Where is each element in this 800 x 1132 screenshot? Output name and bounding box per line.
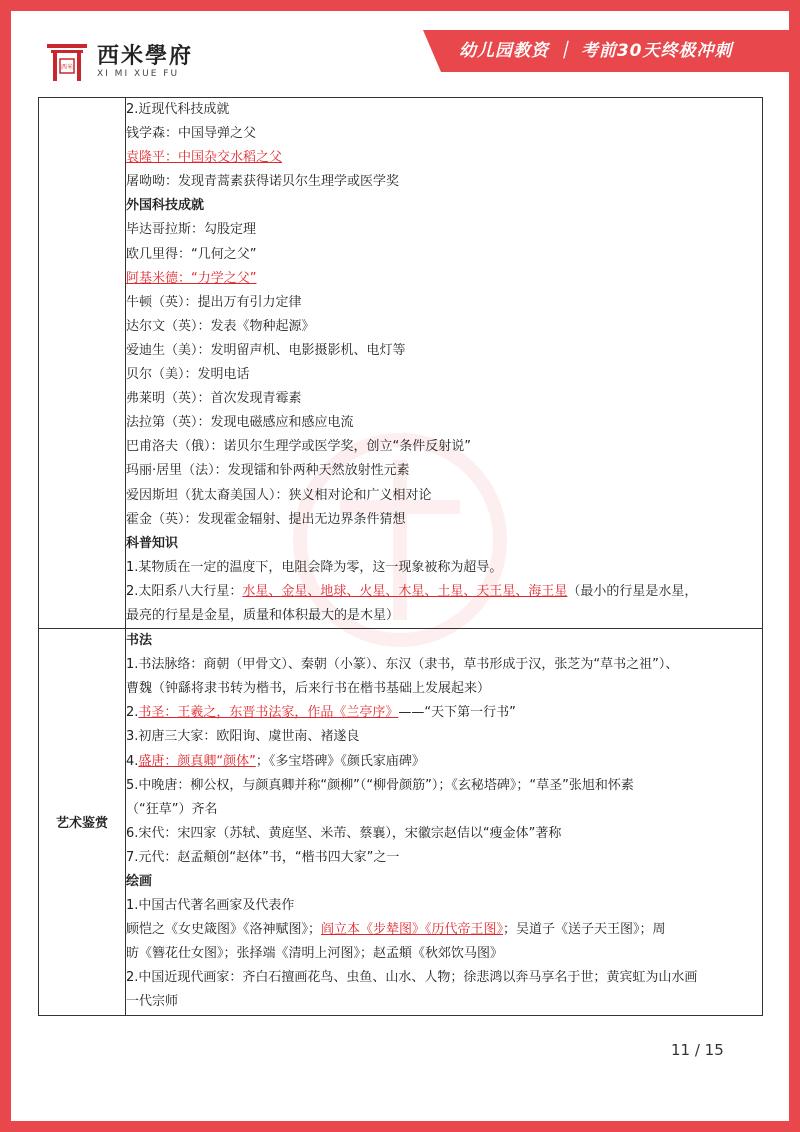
text-line <box>126 990 762 1014</box>
subheading: 科普知识 <box>126 535 179 551</box>
brand-logo <box>45 41 193 83</box>
text-line <box>126 870 762 894</box>
line-text: （最小的行星是水星， <box>567 583 698 599</box>
line-text: 6.宋代：宋四家（苏轼、黄庭坚、米芾、蔡襄），宋徽宗赵佶以“瘦金体”著称 <box>126 825 562 841</box>
content-table <box>38 97 763 1016</box>
text-line <box>126 218 762 242</box>
highlight-text: 书圣：王羲之，东晋书法家，作品《兰亭序》 <box>138 705 399 721</box>
line-text: 法拉第（英）：发现电磁感应和感应电流 <box>126 415 354 431</box>
text-line <box>126 556 762 580</box>
text-line <box>126 629 762 653</box>
line-text: 3.初唐三大家：欧阳询、虞世南、褚遂良 <box>126 729 360 745</box>
line-text: 贝尔（美）：发明电话 <box>126 367 250 383</box>
line-text: 最亮的行星是金星，质量和体积最大的是木星） <box>126 607 400 623</box>
text-line <box>126 580 762 604</box>
line-text: 曹魏（钟繇将隶书转为楷书，后来行书在楷书基础上发展起来） <box>126 681 491 697</box>
line-text: 昉《簪花仕女图》；张择端《清明上河图》；赵孟頫《秋郊饮马图》 <box>126 946 504 962</box>
page-number: 11 / 15 <box>671 1041 724 1059</box>
line-text: （“狂草”）齐名 <box>126 801 218 817</box>
table-row-art <box>39 629 763 1016</box>
text-line <box>126 604 762 628</box>
text-line <box>126 822 762 846</box>
line-text: 2.中国近现代画家：齐白石擅画花鸟、虫鱼、山水、人物；徐悲鸿以奔马享名于世；黄宾虹为山水画 <box>126 970 698 986</box>
text-line <box>126 459 762 483</box>
text-line <box>126 291 762 315</box>
art-lines <box>126 629 762 1015</box>
line-text: ；《多宝塔碑》《颜氏家庙碑》 <box>255 753 425 769</box>
text-line <box>126 339 762 363</box>
text-line <box>126 798 762 822</box>
table-row-science <box>39 98 763 629</box>
text-line <box>126 532 762 556</box>
line-text: 7.元代：赵孟頫创“赵体”书，“楷书四大家”之一 <box>126 849 400 865</box>
subheading: 绘画 <box>126 874 153 889</box>
text-line <box>126 846 762 870</box>
line-text: 一代宗师 <box>126 994 179 1010</box>
highlight-text: 阿基米德：“力学之父” <box>126 270 257 286</box>
line-text: 欧几里得：“几何之父” <box>126 246 257 262</box>
text-line <box>126 750 762 774</box>
text-line <box>126 363 762 387</box>
line-text: ——“天下第一行书” <box>398 705 516 721</box>
highlight-text: 阎立本《步辇图》《历代帝王图》 <box>321 922 504 938</box>
text-line <box>126 894 762 918</box>
line-text: 1.中国古代著名画家及代表作 <box>126 898 295 914</box>
text-line <box>126 387 762 411</box>
row-label <box>39 98 126 629</box>
line-text: 弗莱明（英）：首次发现青霉素 <box>126 391 302 407</box>
text-line <box>126 315 762 339</box>
text-line <box>126 725 762 749</box>
text-line <box>126 966 762 990</box>
line-text: 霍金（英）：发现霍金辐射、提出无边界条件猜想 <box>126 511 406 527</box>
science-lines <box>126 98 762 628</box>
text-line <box>126 508 762 532</box>
line-text: 巴甫洛夫（俄）：诺贝尔生理学或医学奖，创立“条件反射说” <box>126 439 471 455</box>
line-text: 屠呦呦：发现青蒿素获得诺贝尔生理学或医学奖 <box>126 174 400 190</box>
brand-name: 西米學府 <box>97 43 194 69</box>
text-line <box>126 146 762 170</box>
text-line <box>126 435 762 459</box>
line-text: ；吴道子《送子天王图》；周 <box>503 922 666 938</box>
highlight-text: 盛唐：颜真卿“颜体” <box>138 753 256 769</box>
text-line <box>126 194 762 218</box>
brand-name-pinyin: XI MI XUE FU <box>97 69 180 79</box>
line-text: 4. <box>126 753 139 769</box>
text-line <box>126 243 762 267</box>
subheading: 外国科技成就 <box>126 198 205 214</box>
page-border-bottom <box>0 1121 800 1132</box>
header-banner <box>441 30 789 72</box>
line-text: 5.中晚唐：柳公权，与颜真卿并称“颜柳”（“柳骨颜筋”）；《玄秘塔碑》；“草圣”张旭和怀素 <box>126 777 634 793</box>
text-line <box>126 701 762 725</box>
page-border-top <box>0 0 800 11</box>
line-text: 1.某物质在一定的温度下，电阻会降为零，这一现象被称为超导。 <box>126 559 503 575</box>
banner-title: 幼儿园教资 ｜ 考前30天终极冲刺 <box>459 41 733 61</box>
row-content <box>126 629 763 1016</box>
text-line <box>126 942 762 966</box>
line-text: 爱迪生（美）：发明留声机、电影摄影机、电灯等 <box>126 342 406 358</box>
gate-logo-icon <box>45 41 89 83</box>
text-line <box>126 484 762 508</box>
text-line <box>126 918 762 942</box>
text-line <box>126 677 762 701</box>
subheading: 书法 <box>126 633 153 649</box>
highlight-text: 水星、金星、地球、火星、木星、土星、天王星、海王星 <box>242 583 568 599</box>
text-line <box>126 170 762 194</box>
page-border-right <box>789 0 800 1132</box>
logo-seal-text: 西米 <box>60 64 74 71</box>
text-line <box>126 653 762 677</box>
line-text: 钱学森：中国导弹之父 <box>126 126 257 142</box>
line-text: 2.近现代科技成就 <box>126 102 230 117</box>
line-text: 2. <box>126 705 139 721</box>
line-text: 毕达哥拉斯：勾股定理 <box>126 222 257 238</box>
row-content <box>126 98 763 629</box>
page-border-left <box>0 0 11 1132</box>
line-text: 2.太阳系八大行星： <box>126 583 243 599</box>
line-text: 1.书法脉络：商朝（甲骨文）、秦朝（小篆）、东汉（隶书，草书形成于汉，张芝为“草书之祖”）、 <box>126 657 679 673</box>
text-line <box>126 267 762 291</box>
line-text: 玛丽·居里（法）：发现镭和钋两种天然放射性元素 <box>126 463 410 479</box>
line-text: 顾恺之《女史箴图》《洛神赋图》； <box>126 922 322 938</box>
row-label-art-appreciation: 艺术鉴赏 <box>39 629 126 1016</box>
line-text: 达尔文（英）：发表《物种起源》 <box>126 318 315 334</box>
highlight-text: 袁隆平：中国杂交水稻之父 <box>126 150 283 166</box>
text-line <box>126 411 762 435</box>
line-text: 爱因斯坦（犹太裔美国人）：狭义相对论和广义相对论 <box>126 487 432 503</box>
text-line <box>126 98 762 122</box>
line-text: 牛顿（英）：提出万有引力定律 <box>126 294 302 310</box>
text-line <box>126 774 762 798</box>
text-line <box>126 122 762 146</box>
